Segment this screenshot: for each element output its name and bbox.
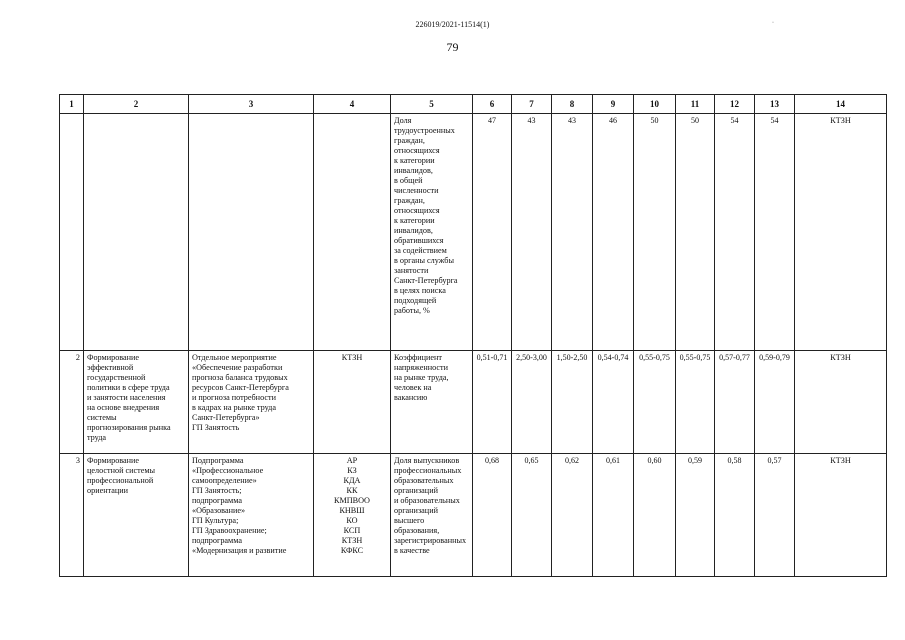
measure-cell-line: ГП Культура; <box>192 516 239 525</box>
executors-cell-line: АР <box>346 456 358 465</box>
measure-cell-line: ГП Занятость <box>192 423 240 432</box>
executors-cell-line: КТЗН <box>341 353 363 362</box>
column-header: 10 <box>634 95 676 114</box>
task-cell-line: эффективной <box>87 363 134 372</box>
value-cell: 0,51-0,71 <box>473 351 512 454</box>
executors-cell <box>314 114 391 351</box>
task-cell-line: ориентации <box>87 486 129 495</box>
indicator-cell <box>391 454 473 577</box>
indicator-cell-line: Санкт-Петербурга <box>394 276 458 285</box>
executors-cell-line: КНВШ <box>339 506 365 515</box>
indicator-cell-line: профессиональных <box>394 466 462 475</box>
indicator-cell <box>391 114 473 351</box>
value-cell: 0,59 <box>676 454 715 577</box>
value-cell: 43 <box>552 114 593 351</box>
measure-cell-line: «Образование» <box>192 506 246 515</box>
indicator-cell-line: и образовательных <box>394 496 460 505</box>
indicator-cell-line: работы, % <box>394 306 430 315</box>
value-cell: 0,60 <box>634 454 676 577</box>
column-header: 14 <box>795 95 887 114</box>
indicator-cell-line: относящихся <box>394 206 440 215</box>
measure-cell <box>189 351 314 454</box>
value-cell: 46 <box>593 114 634 351</box>
value-cell: 43 <box>512 114 552 351</box>
document-id: 226019/2021-11514(1) <box>415 20 490 29</box>
value-cell: 50 <box>634 114 676 351</box>
corner-mark: · <box>772 20 774 26</box>
value-cell: 1,50-2,50 <box>552 351 593 454</box>
indicator-cell-line: за содействием <box>394 246 447 255</box>
measure-cell-line: ГП Здравоохранение; <box>192 526 267 535</box>
indicator-cell-line: в целях поиска <box>394 286 446 295</box>
column-header: 2 <box>84 95 189 114</box>
value-cell: 0,54-0,74 <box>593 351 634 454</box>
responsible-cell: КТЗН <box>795 114 887 351</box>
row-number <box>60 114 84 351</box>
task-cell <box>84 454 189 577</box>
value-cell: 0,55-0,75 <box>634 351 676 454</box>
executors-cell-line: КТЗН <box>341 536 363 545</box>
column-header: 6 <box>473 95 512 114</box>
indicator-cell-line: трудоустроенных <box>394 126 455 135</box>
header-row <box>60 95 887 114</box>
value-cell: 0,65 <box>512 454 552 577</box>
executors-cell-line: КДА <box>343 476 361 485</box>
page-number: 79 <box>446 40 459 54</box>
indicator-cell-line: граждан, <box>394 136 425 145</box>
executors-cell-line: КМПВОО <box>334 496 370 505</box>
value-cell: 54 <box>715 114 755 351</box>
indicator-cell-line: граждан, <box>394 196 425 205</box>
column-header: 13 <box>755 95 795 114</box>
indicator-cell-line: Доля <box>394 116 412 125</box>
task-cell-line: государственной <box>87 373 146 382</box>
indicator-cell-line: численности <box>394 186 439 195</box>
value-cell: 2,50-3,00 <box>512 351 552 454</box>
executors-cell <box>314 454 391 577</box>
indicator-cell-line: вакансию <box>394 393 428 402</box>
table-row <box>60 454 887 577</box>
measure-cell-line: Подпрограмма <box>192 456 244 465</box>
measure-cell-line: ресурсов Санкт-Петербурга <box>192 383 289 392</box>
responsible-cell: КТЗН <box>795 351 887 454</box>
task-cell-line: Формирование <box>87 353 140 362</box>
task-cell-line: системы <box>87 413 117 422</box>
indicator-cell <box>391 351 473 454</box>
task-cell-line: прогнозирования рынка <box>87 423 171 432</box>
indicator-cell-line: Доля выпускников <box>394 456 460 465</box>
column-header: 5 <box>391 95 473 114</box>
executors-cell-line: КК <box>346 486 358 495</box>
value-cell: 54 <box>755 114 795 351</box>
executors-cell-line: КО <box>346 516 358 525</box>
indicator-cell-line: на рынке труда, <box>394 373 449 382</box>
executors-cell-line: КФКС <box>340 546 364 555</box>
task-cell-line: на основе внедрения <box>87 403 160 412</box>
task-cell-line: целостной системы <box>87 466 156 475</box>
value-cell: 0,68 <box>473 454 512 577</box>
task-cell-line: и занятости населения <box>87 393 166 402</box>
measure-cell-line: подпрограмма <box>192 536 243 545</box>
measure-cell-line: самоопределение» <box>192 476 257 485</box>
indicator-cell-line: организаций <box>394 506 438 515</box>
indicator-cell-line: в качестве <box>394 546 430 555</box>
indicator-cell-line: в органы службы <box>394 256 454 265</box>
value-cell: 47 <box>473 114 512 351</box>
table-row <box>60 114 887 351</box>
indicator-cell-line: к категории <box>394 216 435 225</box>
value-cell: 0,57 <box>755 454 795 577</box>
indicator-cell-line: к категории <box>394 156 435 165</box>
indicator-cell-line: зарегистрированных <box>394 536 467 545</box>
indicator-cell-line: относящихся <box>394 146 440 155</box>
measure-cell <box>189 114 314 351</box>
value-cell: 0,57-0,77 <box>715 351 755 454</box>
executors-cell <box>314 351 391 454</box>
column-header: 9 <box>593 95 634 114</box>
measure-cell-line: «Профессиональное <box>192 466 264 475</box>
task-cell-line: труда <box>87 433 107 442</box>
column-header: 1 <box>60 95 84 114</box>
measure-cell-line: прогноза баланса трудовых <box>192 373 288 382</box>
indicators-table <box>59 94 887 577</box>
indicator-cell-line: высшего <box>394 516 425 525</box>
column-header: 3 <box>189 95 314 114</box>
executors-cell-line: КЗ <box>347 466 357 475</box>
measure-cell-line: Отдельное мероприятие <box>192 353 277 362</box>
column-header: 8 <box>552 95 593 114</box>
column-header: 11 <box>676 95 715 114</box>
indicator-cell-line: подходящей <box>394 296 437 305</box>
column-header: 4 <box>314 95 391 114</box>
task-cell <box>84 114 189 351</box>
column-header: 7 <box>512 95 552 114</box>
task-cell-line: политики в сфере труда <box>87 383 170 392</box>
executors-cell-line: КСП <box>343 526 361 535</box>
value-cell: 50 <box>676 114 715 351</box>
measure-cell-line: в кадрах на рынке труда <box>192 403 276 412</box>
row-number: 3 <box>60 454 84 577</box>
indicator-cell-line: инвалидов, <box>394 226 433 235</box>
indicator-cell-line: образования, <box>394 526 440 535</box>
indicator-cell-line: в общей <box>394 176 423 185</box>
row-number: 2 <box>60 351 84 454</box>
measure-cell-line: «Модернизация и развитие <box>192 546 287 555</box>
indicator-cell-line: образовательных <box>394 476 454 485</box>
value-cell: 0,58 <box>715 454 755 577</box>
measure-cell-line: «Обеспечение разработки <box>192 363 283 372</box>
task-cell <box>84 351 189 454</box>
table-row <box>60 351 887 454</box>
task-cell-line: профессиональной <box>87 476 154 485</box>
indicator-cell-line: человек на <box>394 383 432 392</box>
indicator-cell-line: занятости <box>394 266 429 275</box>
indicator-cell-line: организаций <box>394 486 438 495</box>
measure-cell-line: подпрограмма <box>192 496 243 505</box>
value-cell: 0,62 <box>552 454 593 577</box>
column-header: 12 <box>715 95 755 114</box>
value-cell: 0,59-0,79 <box>755 351 795 454</box>
task-cell-line: Формирование <box>87 456 140 465</box>
value-cell: 0,55-0,75 <box>676 351 715 454</box>
value-cell: 0,61 <box>593 454 634 577</box>
indicator-cell-line: обратившихся <box>394 236 444 245</box>
responsible-cell: КТЗН <box>795 454 887 577</box>
measure-cell-line: и прогноза потребности <box>192 393 276 402</box>
measure-cell-line: Санкт-Петербурга» <box>192 413 260 422</box>
measure-cell <box>189 454 314 577</box>
indicator-cell-line: Коэффициент <box>394 353 443 362</box>
indicator-cell-line: напряженности <box>394 363 448 372</box>
measure-cell-line: ГП Занятость; <box>192 486 242 495</box>
indicator-cell-line: инвалидов, <box>394 166 433 175</box>
